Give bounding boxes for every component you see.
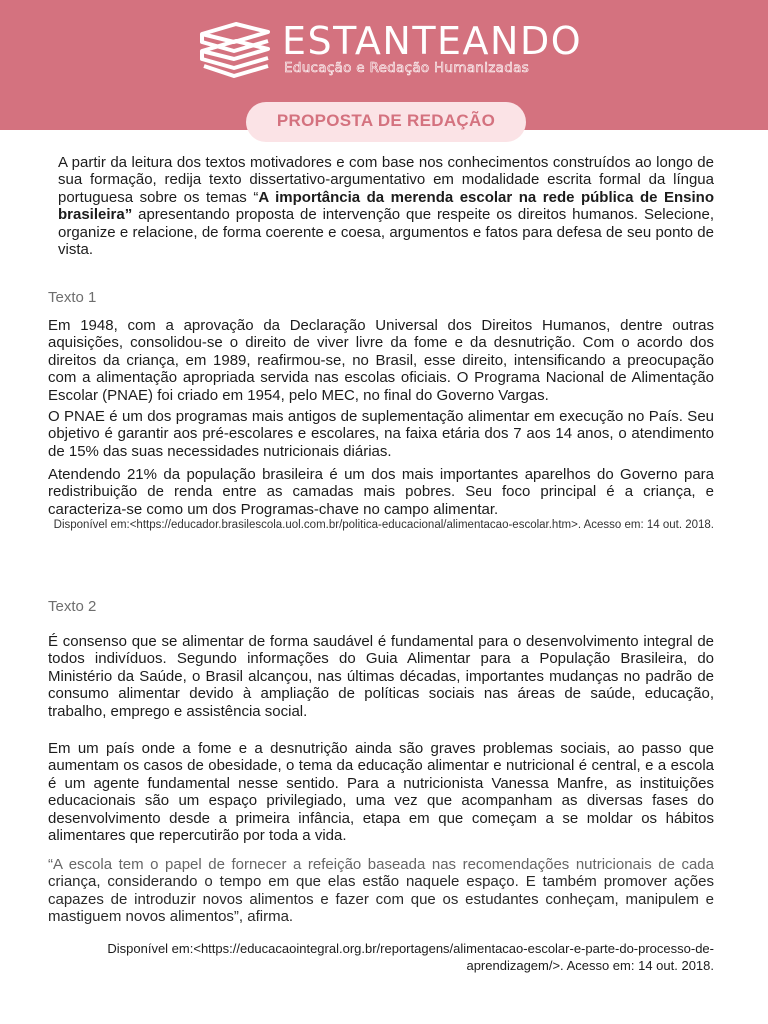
quote-first-line: “A escola tem o papel de fornecer a refeição baseada nas recomendações nutricionais de cada xyxy=(48,856,714,873)
quote-rest: criança, considerando o tempo em que elas estão naquele espaço. E também promover ações capazes de introduzir novos alimentos e fazer com que os estudantes conheçam, manipulem e mastiguem novos alimentos”, afirma. xyxy=(48,873,714,926)
texto2-paragraph-2: Em um país onde a fome e a desnutrição ainda são graves problemas sociais, ao passo que aumentam os casos de obesidade, o tema da educação alimentar e nutricional é central, e a escola é um agente fundamental nesse sentido. Para a nutricionista Vanessa Manfre, as instituições educacionais são um espaço privilegiado, uma vez que acompanham as diversas fases do desenvolvimento desde a primeira infância, etapa em que começam a se moldar os hábitos alimentares que repercutirão por toda a vida. xyxy=(48,740,714,845)
brand-title: ESTANTEANDO xyxy=(282,19,583,63)
texto2-paragraph-1: É consenso que se alimentar de forma saudável é fundamental para o desenvolvimento integral de todos indivíduos. Segundo informações do Guia Alimentar para a População Brasileira, do Ministério da Saúde, o Brasil alcançou, nas últimas décadas, importantes mudanças no padrão de consumo alimentar devido à ampliação de políticas sociais nas áreas de saúde, educação, trabalho, emprego e assistência social. xyxy=(48,633,714,720)
texto1-paragraph-2: O PNAE é um dos programas mais antigos de suplementação alimentar em execução no País. Seu objetivo é garantir aos pré-escolares e escolares, na faixa etária dos 7 aos 14 anos, o atendimento de 15% das suas necessidades nutricionais diárias. xyxy=(48,408,714,460)
intro-text-start: A partir da leitura dos textos motivadores e com base nos conhecimentos construídos ao longo de sua formação, redija texto dissertativo-argumentativo em modalidade escrita formal da língua portuguesa sobre os temas “ xyxy=(58,154,714,206)
texto1-paragraph-1: Em 1948, com a aprovação da Declaração Universal dos Direitos Humanos, dentre outras aquisições, consolidou-se o direito de viver livre da fome e da desnutrição. Com o acordo dos direitos da criança, em 1989, reafirmou-se, no Brasil, esse direito, intensificando a preocupação com a alimentação apropriada servida nas escolas oficiais. O Programa Nacional de Alimentação Escolar (PNAE) foi criado em 1954, pelo MEC, no final do Governo Vargas. xyxy=(48,317,714,404)
proposal-badge-label: PROPOSTA DE REDAÇÃO xyxy=(276,111,496,130)
intro-paragraph xyxy=(58,154,714,258)
intro-text-end: apresentando proposta de intervenção que respeite os direitos humanos. Selecione, organize e relacione, de forma coerente e coesa, argumentos e fatos para defesa de seu ponto de vista. xyxy=(58,206,714,259)
texto2-label: Texto 2 xyxy=(48,598,97,615)
texto1-source: Disponível em:<https://educador.brasilescola.uol.com.br/politica-educacional/alimentacao-escolar.htm>. Acesso em: 14 out. 2018. xyxy=(53,519,714,531)
brand-tagline: Educação e Redação Humanizadas xyxy=(284,60,530,76)
proposal-badge xyxy=(246,102,526,142)
texto1-paragraph-3: Atendendo 21% da população brasileira é um dos mais importantes aparelhos do Governo para redistribuição de renda entre as camadas mais pobres. Seu foco principal é a criança, e caracteriza-se como um dos Programas-chave no campo alimentar. xyxy=(48,466,714,518)
texto2-quote xyxy=(48,856,714,926)
texto1-label: Texto 1 xyxy=(48,289,97,306)
books-stack-icon xyxy=(196,20,274,78)
intro-theme: A importância da merenda escolar na rede pública de Ensino brasileira” xyxy=(58,188,715,224)
texto2-source: Disponível em:<https://educacaointegral.org.br/reportagens/alimentacao-escolar-e-parte-do-processo-de-aprendizagem/>. Acesso em: 14 out. 2018. xyxy=(107,941,714,973)
